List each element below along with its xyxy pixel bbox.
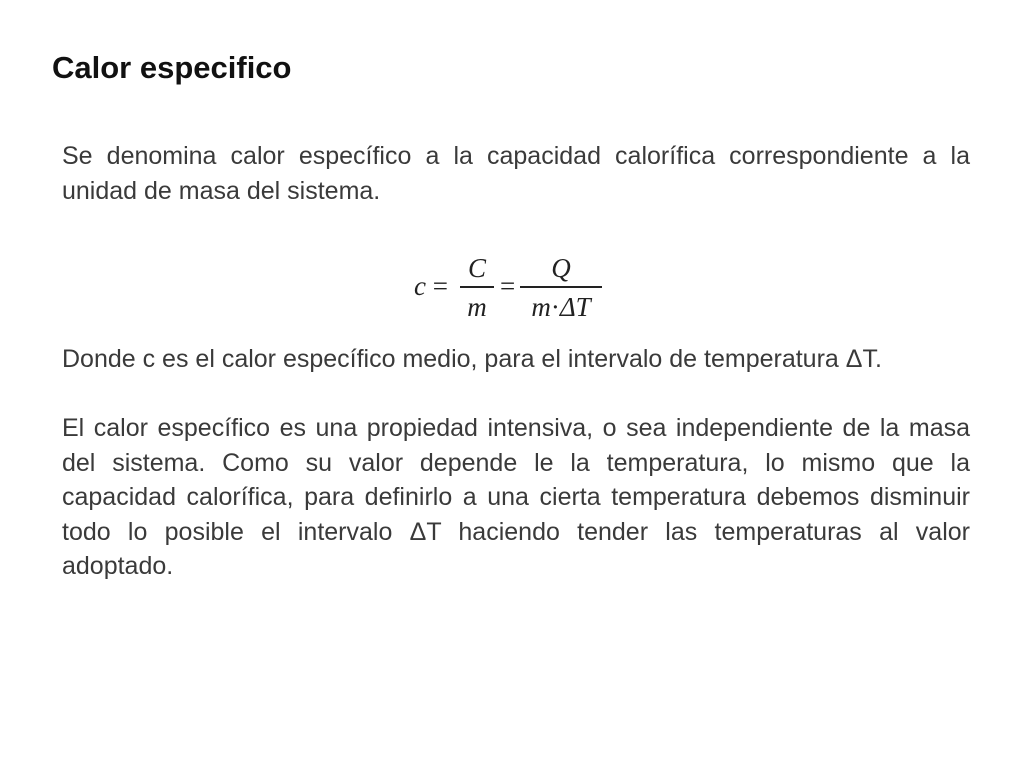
- formula-fraction-2: [520, 250, 602, 324]
- formula-frac1-numerator: C: [467, 253, 486, 283]
- formula-c: c: [414, 271, 426, 301]
- property-paragraph: El calor específico es una propiedad intensiva, o sea independiente de la masa del sistema. Como su valor depende le la temperatura, lo mismo que la capacidad calorífica, para definirlo a una cierta temperatura debemos disminuir todo lo posible el intervalo ΔT haciendo tender las temperaturas al valor adoptado.: [62, 414, 970, 580]
- formula-lhs: [414, 271, 448, 302]
- specific-heat-formula: [408, 250, 608, 326]
- formula-frac2-den-delta-t: ΔT: [559, 292, 591, 322]
- formula-frac2-numerator: Q: [551, 253, 571, 283]
- formula-equals-2: =: [500, 271, 516, 301]
- formula-frac2-denominator: [520, 288, 602, 324]
- formula-frac1-denominator: m: [467, 292, 487, 322]
- slide-title: Calor especifico: [52, 50, 292, 85]
- explanation-paragraph: Donde c es el calor específico medio, para el intervalo de temperatura ΔT.: [62, 345, 882, 373]
- formula-frac2-den-dot: ·: [550, 292, 560, 322]
- formula-fraction-1: [460, 250, 494, 324]
- formula-frac2-den-m: m: [531, 292, 551, 322]
- formula-equals-1: =: [432, 271, 448, 301]
- definition-paragraph: Se denomina calor específico a la capacidad calorífica correspondiente a la unidad de masa del sistema.: [62, 142, 970, 205]
